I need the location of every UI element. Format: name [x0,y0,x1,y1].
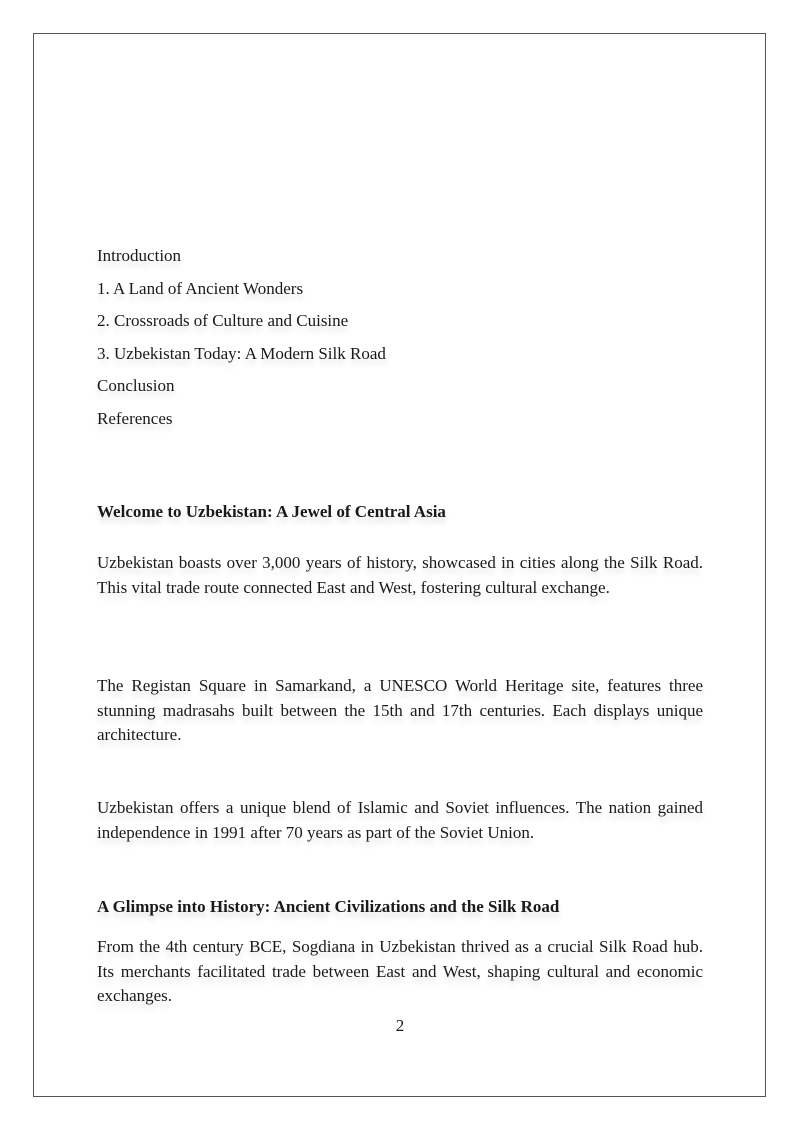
table-of-contents [97,240,703,435]
toc-item-introduction: Introduction [97,246,182,265]
paragraph-history: Uzbekistan boasts over 3,000 years of history, showcased in cities along the Silk Road. This vital trade route connected East and West, fostering cultural exchange. [97,553,703,597]
toc-item-ancient-wonders: 1. A Land of Ancient Wonders [97,278,304,298]
section-heading-welcome: Welcome to Uzbekistan: A Jewel of Central Asia [97,502,446,521]
toc-item-uzbekistan-today: 3. Uzbekistan Today: A Modern Silk Road [97,343,386,363]
toc-item-culture-cuisine: 2. Crossroads of Culture and Cuisine [97,311,349,330]
paragraph-registan: The Registan Square in Samarkand, a UNESCO World Heritage site, features three stunning madrasahs built between the 15th and 17th centuries. Each displays unique architecture. [97,676,703,744]
paragraph-influences: Uzbekistan offers a unique blend of Islamic and Soviet influences. The nation gained independence in 1991 after 70 years as part of the Soviet Union. [97,798,703,842]
toc-item-conclusion: Conclusion [97,376,175,395]
paragraph-sogdiana: From the 4th century BCE, Sogdiana in Uzbekistan thrived as a crucial Silk Road hub. Its merchants facilitated trade between East and West, shaping cultural and economic exchanges. [97,937,703,1005]
section-heading-history: A Glimpse into History: Ancient Civilizations and the Silk Road [97,897,560,916]
page-number: 2 [395,1016,405,1035]
toc-item-references: References [97,408,173,428]
